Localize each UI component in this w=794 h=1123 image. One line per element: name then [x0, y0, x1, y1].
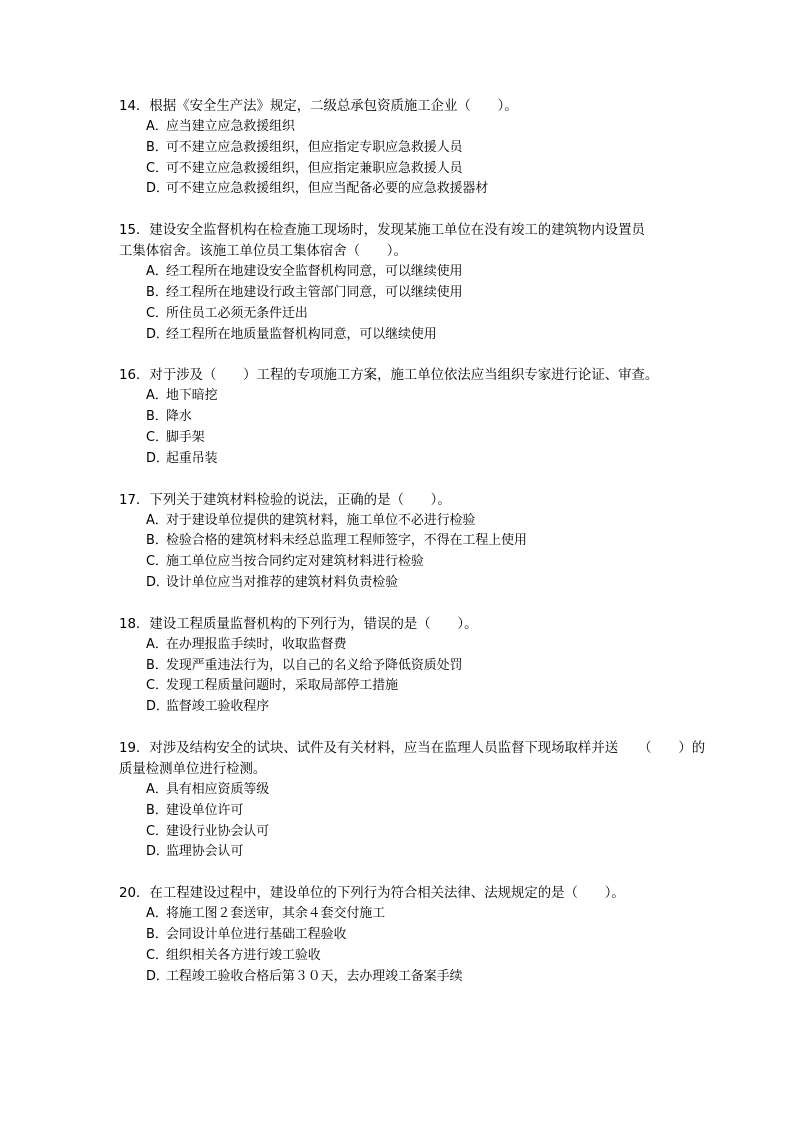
question-stem: [119, 614, 739, 635]
option-c: [119, 946, 739, 967]
option-b: [119, 801, 739, 822]
option-text: 施工单位应当按合同约定对建筑材料进行检验: [166, 554, 424, 570]
option-text: 会同设计单位进行基础工程验收: [166, 926, 347, 942]
option-a: [119, 386, 739, 407]
option-list: [119, 386, 739, 469]
option-list: [119, 262, 739, 345]
option-letter: D．: [146, 181, 169, 197]
option-letter: A．: [146, 388, 168, 404]
option-d: [119, 697, 739, 718]
option-text: 设计单位应当对推荐的建筑材料负责检验: [166, 574, 399, 590]
question-17: [119, 490, 739, 594]
option-b: [119, 531, 739, 552]
option-text: 经工程所在地质量监督机构同意，可以继续使用: [166, 326, 437, 342]
option-text: 经工程所在地建设安全监督机构同意，可以继续使用: [166, 264, 463, 280]
option-d: [119, 179, 739, 200]
stem-line: 17．下列关于建筑材料检验的说法，正确的是（ ）。: [119, 492, 451, 508]
option-b: [119, 407, 739, 428]
option-text: 组织相关各方进行竣工验收: [166, 947, 321, 963]
option-text: 所住员工必须无条件迁出: [166, 305, 308, 321]
option-letter: D．: [146, 450, 169, 466]
option-text: 可不建立应急救援组织，但应指定专职应急救援人员: [166, 139, 463, 155]
option-letter: B．: [146, 533, 168, 549]
option-text: 可不建立应急救援组织，但应当配备必要的应急救援器材: [166, 181, 489, 197]
option-letter: D．: [146, 326, 169, 342]
option-text: 监督竣工验收程序: [166, 699, 270, 715]
option-a: [119, 117, 739, 138]
option-text: 建设行业协会认可: [166, 823, 270, 839]
option-text: 检验合格的建筑材料未经总监理工程师签字，不得在工程上使用: [166, 533, 527, 549]
option-list: [119, 780, 739, 863]
option-text: 起重吊装: [166, 450, 218, 466]
option-text: 可不建立应急救援组织，但应指定兼职应急救援人员: [166, 160, 463, 176]
option-letter: B．: [146, 284, 168, 300]
question-20: [119, 883, 739, 987]
option-text: 脚手架: [166, 429, 205, 445]
option-letter: A．: [146, 512, 168, 528]
option-letter: B．: [146, 139, 168, 155]
option-b: [119, 925, 739, 946]
option-text: 经工程所在地建设行政主管部门同意，可以继续使用: [166, 284, 463, 300]
option-c: [119, 822, 739, 843]
option-list: [119, 904, 739, 987]
option-letter: B．: [146, 409, 168, 425]
option-a: [119, 780, 739, 801]
question-19: [119, 738, 739, 863]
option-list: [119, 635, 739, 718]
option-a: [119, 511, 739, 532]
option-text: 将施工图２套送审，其余４套交付施工: [166, 906, 386, 922]
option-letter: C．: [146, 160, 168, 176]
option-d: [119, 573, 739, 594]
question-15: [119, 220, 739, 345]
question-stem: [119, 365, 739, 386]
option-c: [119, 304, 739, 325]
option-b: [119, 656, 739, 677]
question-stem: [119, 738, 739, 780]
option-text: 工程竣工验收合格后第３０天，去办理竣工备案手续: [166, 968, 463, 984]
option-a: [119, 262, 739, 283]
option-b: [119, 138, 739, 159]
option-letter: A．: [146, 119, 168, 134]
question-stem: [119, 96, 739, 117]
question-stem: [119, 220, 739, 262]
option-letter: C．: [146, 305, 168, 321]
stem-line: 工集体宿舍。该施工单位员工集体宿舍（ ）。: [119, 244, 407, 260]
question-16: [119, 365, 739, 469]
option-letter: C．: [146, 429, 168, 445]
option-letter: A．: [146, 636, 168, 652]
stem-line: 18．建设工程质量监督机构的下列行为，错误的是（ ）。: [119, 616, 478, 632]
question-18: [119, 614, 739, 718]
question-list: [119, 96, 739, 1007]
option-letter: C．: [146, 678, 168, 694]
option-letter: A．: [146, 906, 168, 922]
option-c: [119, 676, 739, 697]
option-text: 具有相应资质等级: [166, 781, 270, 797]
option-letter: C．: [146, 947, 168, 963]
option-letter: B．: [146, 802, 168, 818]
option-c: [119, 159, 739, 180]
option-d: [119, 842, 739, 863]
option-letter: D．: [146, 968, 169, 984]
option-text: 发现严重违法行为，以自己的名义给予降低资质处罚: [166, 657, 463, 673]
option-c: [119, 552, 739, 573]
option-text: 地下暗挖: [166, 388, 218, 404]
option-letter: A．: [146, 781, 168, 797]
option-text: 对于建设单位提供的建筑材料，施工单位不必进行检验: [166, 512, 476, 528]
option-c: [119, 428, 739, 449]
question-stem: [119, 883, 739, 904]
stem-line: 16．对于涉及（ ）工程的专项施工方案，施工单位依法应当组织专家进行论证、审查。: [119, 368, 659, 384]
option-text: 应当建立应急救援组织: [166, 119, 295, 134]
stem-line: 质量检测单位进行检测。: [119, 761, 267, 777]
option-a: [119, 635, 739, 656]
option-text: 降水: [166, 409, 192, 425]
option-letter: B．: [146, 926, 168, 942]
option-letter: C．: [146, 823, 168, 839]
option-letter: C．: [146, 554, 168, 570]
option-text: 建设单位许可: [166, 802, 244, 818]
option-letter: D．: [146, 699, 169, 715]
option-letter: D．: [146, 574, 169, 590]
question-14: [119, 96, 739, 200]
stem-line: 19．对涉及结构安全的试块、试件及有关材料，应当在监理人员监督下现场取样并送 （ ）的: [119, 740, 706, 756]
question-stem: [119, 490, 739, 511]
option-text: 监理协会认可: [166, 844, 244, 860]
stem-line: 14．根据《安全生产法》规定，二级总承包资质施工企业（ ）。: [119, 99, 518, 114]
option-letter: A．: [146, 264, 168, 280]
stem-line: 20．在工程建设过程中，建设单位的下列行为符合相关法律、法规规定的是（ ）。: [119, 886, 625, 902]
option-letter: D．: [146, 844, 169, 860]
option-d: [119, 449, 739, 470]
option-list: [119, 511, 739, 594]
option-letter: B．: [146, 657, 168, 673]
option-b: [119, 283, 739, 304]
stem-line: 15．建设安全监督机构在检查施工现场时，发现某施工单位在没有竣工的建筑物内设置员: [119, 223, 645, 239]
option-a: [119, 904, 739, 925]
option-text: 发现工程质量问题时，采取局部停工措施: [166, 678, 399, 694]
option-list: [119, 117, 739, 200]
option-text: 在办理报监手续时，收取监督费: [166, 636, 347, 652]
option-d: [119, 325, 739, 346]
option-d: [119, 967, 739, 988]
